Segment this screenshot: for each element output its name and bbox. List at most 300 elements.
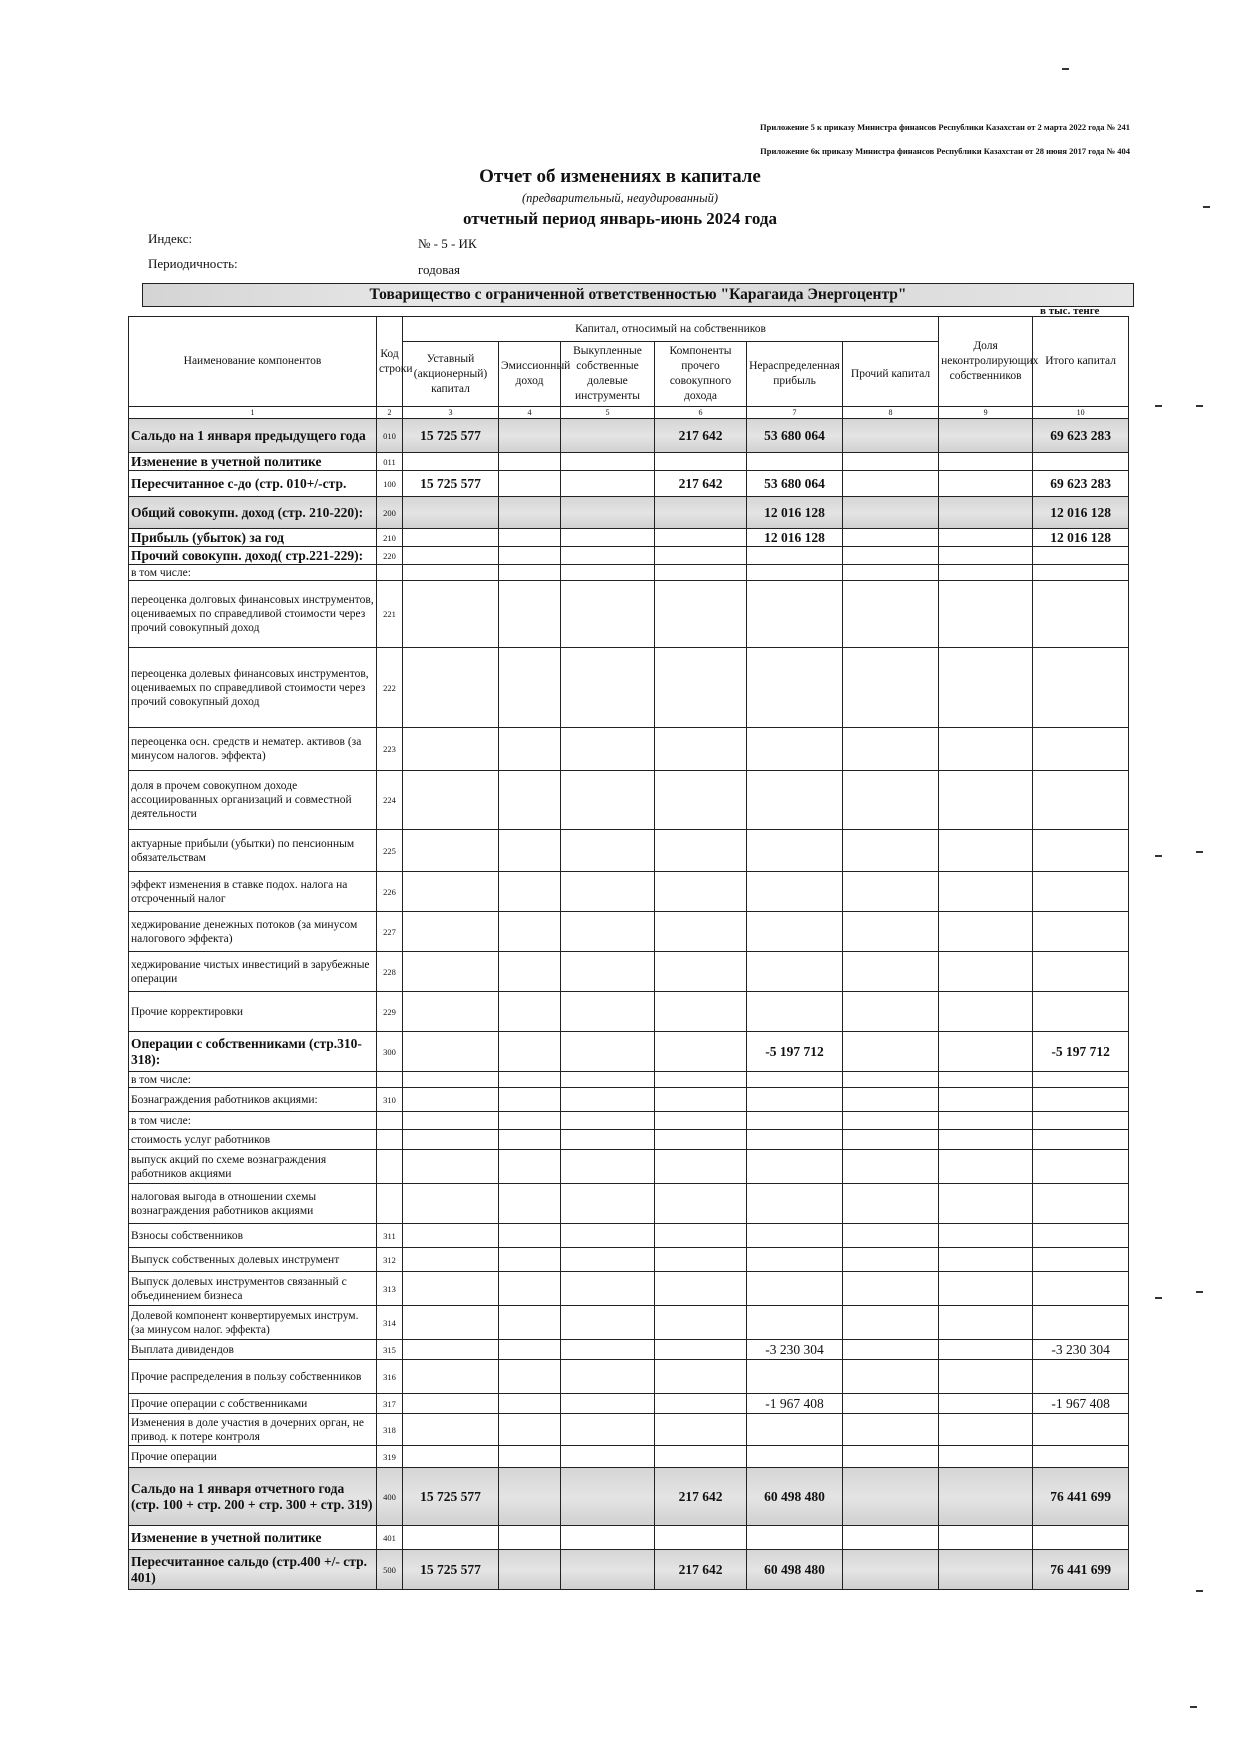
- cell-share-premium: [499, 912, 561, 952]
- cell-non-controlling: [939, 1340, 1033, 1360]
- cell-share-capital: 15 725 577: [403, 419, 499, 453]
- table-row: [129, 912, 1129, 952]
- table-row: [129, 1224, 1129, 1248]
- row-name: в том числе:: [129, 565, 377, 581]
- cell-non-controlling: [939, 1150, 1033, 1184]
- row-name: Сальдо на 1 января предыдущего года: [129, 419, 377, 453]
- cell-share-premium: [499, 1340, 561, 1360]
- row-name: налоговая выгода в отношении схемы вознаграждения работников акциями: [129, 1184, 377, 1224]
- cell-share-capital: [403, 872, 499, 912]
- cell-share-premium: [499, 1394, 561, 1414]
- cell-retained-earnings: 12 016 128: [747, 529, 843, 547]
- row-name: Взносы собственников: [129, 1224, 377, 1248]
- cell-treasury-shares: [561, 912, 655, 952]
- cell-non-controlling: [939, 830, 1033, 872]
- table-row: [129, 547, 1129, 565]
- cell-treasury-shares: [561, 1306, 655, 1340]
- cell-total-capital: [1033, 912, 1129, 952]
- cell-other-capital: [843, 1130, 939, 1150]
- cell-share-capital: [403, 1272, 499, 1306]
- cell-non-controlling: [939, 497, 1033, 529]
- cell-total-capital: [1033, 1446, 1129, 1468]
- row-code: 316: [377, 1360, 403, 1394]
- periodicity-label: Периодичность:: [148, 256, 238, 271]
- cell-total-capital: -3 230 304: [1033, 1340, 1129, 1360]
- cell-share-capital: [403, 728, 499, 771]
- row-name: Выпуск собственных долевых инструмент: [129, 1248, 377, 1272]
- scan-speck: [1196, 1291, 1203, 1293]
- cell-retained-earnings: [747, 992, 843, 1032]
- cell-non-controlling: [939, 1306, 1033, 1340]
- cell-share-capital: [403, 1088, 499, 1112]
- cell-share-premium: [499, 1414, 561, 1446]
- row-name: Прочие операции с собственниками: [129, 1394, 377, 1414]
- cell-share-premium: [499, 1072, 561, 1088]
- cell-other-capital: [843, 1032, 939, 1072]
- table-row: [129, 1112, 1129, 1130]
- cell-total-capital: [1033, 992, 1129, 1032]
- cell-non-controlling: [939, 1526, 1033, 1550]
- cell-other-capital: [843, 453, 939, 471]
- cell-retained-earnings: [747, 453, 843, 471]
- cell-share-premium: [499, 952, 561, 992]
- cell-non-controlling: [939, 529, 1033, 547]
- cell-total-capital: [1033, 952, 1129, 992]
- cell-treasury-shares: [561, 529, 655, 547]
- table-row: [129, 1306, 1129, 1340]
- cell-retained-earnings: [747, 1306, 843, 1340]
- row-name: Изменение в учетной политике: [129, 1526, 377, 1550]
- cell-share-premium: [499, 771, 561, 830]
- row-code: [377, 1072, 403, 1088]
- cell-treasury-shares: [561, 1150, 655, 1184]
- cell-non-controlling: [939, 471, 1033, 497]
- cell-share-capital: [403, 565, 499, 581]
- cell-share-premium: [499, 648, 561, 728]
- table-row: [129, 471, 1129, 497]
- cell-non-controlling: [939, 1272, 1033, 1306]
- cell-retained-earnings: [747, 771, 843, 830]
- cell-other-capital: [843, 1394, 939, 1414]
- cell-total-capital: [1033, 1072, 1129, 1088]
- annex-line-1: Приложение 5 к приказу Министра финансов Республики Казахстан от 2 марта 2022 года № 241: [760, 122, 1130, 132]
- table-row: [129, 1360, 1129, 1394]
- cell-other-capital: [843, 912, 939, 952]
- cell-non-controlling: [939, 1248, 1033, 1272]
- units-label: в тыс. тенге: [1040, 305, 1100, 317]
- cell-treasury-shares: [561, 830, 655, 872]
- cell-total-capital: [1033, 1248, 1129, 1272]
- cell-oci-components: [655, 728, 747, 771]
- cell-oci-components: [655, 1306, 747, 1340]
- cell-oci-components: [655, 547, 747, 565]
- cell-treasury-shares: [561, 581, 655, 648]
- cell-treasury-shares: [561, 1032, 655, 1072]
- table-row: [129, 1184, 1129, 1224]
- table-row: [129, 952, 1129, 992]
- cell-other-capital: [843, 565, 939, 581]
- cell-oci-components: [655, 565, 747, 581]
- cell-treasury-shares: [561, 1224, 655, 1248]
- table-row: [129, 1248, 1129, 1272]
- cell-oci-components: [655, 1394, 747, 1414]
- cell-total-capital: [1033, 830, 1129, 872]
- table-row: [129, 648, 1129, 728]
- scan-speck: [1196, 851, 1203, 853]
- header-total-capital: Итого капитал: [1033, 317, 1129, 407]
- column-number: 7: [747, 407, 843, 419]
- cell-share-capital: [403, 1394, 499, 1414]
- cell-non-controlling: [939, 419, 1033, 453]
- cell-oci-components: [655, 872, 747, 912]
- cell-share-capital: 15 725 577: [403, 1468, 499, 1526]
- cell-oci-components: 217 642: [655, 419, 747, 453]
- cell-other-capital: [843, 1272, 939, 1306]
- cell-retained-earnings: [747, 565, 843, 581]
- cell-oci-components: [655, 1150, 747, 1184]
- cell-retained-earnings: [747, 1088, 843, 1112]
- cell-retained-earnings: 12 016 128: [747, 497, 843, 529]
- cell-treasury-shares: [561, 1248, 655, 1272]
- table-row: [129, 830, 1129, 872]
- cell-treasury-shares: [561, 453, 655, 471]
- cell-non-controlling: [939, 1130, 1033, 1150]
- table-row: [129, 1526, 1129, 1550]
- cell-retained-earnings: [747, 872, 843, 912]
- cell-total-capital: 76 441 699: [1033, 1468, 1129, 1526]
- row-name: Выпуск долевых инструментов связанный с объединением бизнеса: [129, 1272, 377, 1306]
- table-row: [129, 1032, 1129, 1072]
- equity-changes-table: [128, 316, 1129, 1590]
- cell-other-capital: [843, 1306, 939, 1340]
- cell-oci-components: [655, 1112, 747, 1130]
- table-row: [129, 1340, 1129, 1360]
- cell-total-capital: [1033, 1526, 1129, 1550]
- row-code: 314: [377, 1306, 403, 1340]
- scan-speck: [1155, 405, 1162, 407]
- row-code: 224: [377, 771, 403, 830]
- cell-oci-components: [655, 581, 747, 648]
- row-name: Пересчитанное с-до (стр. 010+/-стр.: [129, 471, 377, 497]
- row-code: 312: [377, 1248, 403, 1272]
- cell-retained-earnings: -5 197 712: [747, 1032, 843, 1072]
- cell-retained-earnings: [747, 1112, 843, 1130]
- cell-share-capital: [403, 1130, 499, 1150]
- cell-share-capital: [403, 1224, 499, 1248]
- cell-non-controlling: [939, 728, 1033, 771]
- cell-oci-components: [655, 1224, 747, 1248]
- cell-other-capital: [843, 1112, 939, 1130]
- periodicity-value: годовая: [418, 262, 460, 277]
- row-name: Прочие операции: [129, 1446, 377, 1468]
- cell-retained-earnings: 60 498 480: [747, 1550, 843, 1590]
- cell-other-capital: [843, 952, 939, 992]
- cell-treasury-shares: [561, 1340, 655, 1360]
- cell-total-capital: [1033, 1184, 1129, 1224]
- cell-treasury-shares: [561, 1184, 655, 1224]
- scan-speck: [1155, 1297, 1162, 1299]
- cell-other-capital: [843, 547, 939, 565]
- cell-other-capital: [843, 992, 939, 1032]
- cell-share-premium: [499, 471, 561, 497]
- cell-share-capital: [403, 771, 499, 830]
- scan-speck: [1196, 1590, 1203, 1592]
- cell-oci-components: [655, 912, 747, 952]
- cell-other-capital: [843, 728, 939, 771]
- cell-share-premium: [499, 1032, 561, 1072]
- table-row: [129, 419, 1129, 453]
- cell-other-capital: [843, 1360, 939, 1394]
- header-non-controlling: Доля неконтролирующих собственников: [939, 317, 1033, 407]
- cell-retained-earnings: -3 230 304: [747, 1340, 843, 1360]
- row-code: 225: [377, 830, 403, 872]
- cell-oci-components: [655, 529, 747, 547]
- cell-share-premium: [499, 992, 561, 1032]
- cell-treasury-shares: [561, 1446, 655, 1468]
- cell-retained-earnings: [747, 1248, 843, 1272]
- table-row: [129, 581, 1129, 648]
- row-code: 200: [377, 497, 403, 529]
- cell-retained-earnings: [747, 1272, 843, 1306]
- cell-retained-earnings: [747, 1150, 843, 1184]
- cell-retained-earnings: [747, 581, 843, 648]
- cell-other-capital: [843, 1468, 939, 1526]
- table-row: [129, 1088, 1129, 1112]
- cell-share-capital: [403, 497, 499, 529]
- cell-treasury-shares: [561, 1550, 655, 1590]
- cell-share-premium: [499, 1360, 561, 1394]
- cell-non-controlling: [939, 453, 1033, 471]
- cell-total-capital: -5 197 712: [1033, 1032, 1129, 1072]
- cell-total-capital: [1033, 453, 1129, 471]
- cell-oci-components: [655, 1526, 747, 1550]
- cell-non-controlling: [939, 1446, 1033, 1468]
- cell-other-capital: [843, 872, 939, 912]
- row-name: стоимость услуг работников: [129, 1130, 377, 1150]
- cell-treasury-shares: [561, 1072, 655, 1088]
- cell-treasury-shares: [561, 497, 655, 529]
- cell-non-controlling: [939, 872, 1033, 912]
- cell-oci-components: [655, 1414, 747, 1446]
- cell-total-capital: 76 441 699: [1033, 1550, 1129, 1590]
- cell-share-premium: [499, 581, 561, 648]
- cell-share-capital: [403, 992, 499, 1032]
- scan-speck: [1196, 405, 1203, 407]
- table-row: [129, 1130, 1129, 1150]
- cell-oci-components: 217 642: [655, 471, 747, 497]
- cell-treasury-shares: [561, 565, 655, 581]
- cell-non-controlling: [939, 648, 1033, 728]
- cell-share-premium: [499, 1272, 561, 1306]
- cell-total-capital: [1033, 728, 1129, 771]
- table-row: [129, 1446, 1129, 1468]
- cell-other-capital: [843, 1150, 939, 1184]
- row-name: Прочие распределения в пользу собственников: [129, 1360, 377, 1394]
- cell-oci-components: [655, 1130, 747, 1150]
- row-code: 401: [377, 1526, 403, 1550]
- row-code: 313: [377, 1272, 403, 1306]
- cell-treasury-shares: [561, 1088, 655, 1112]
- row-code: 229: [377, 992, 403, 1032]
- cell-oci-components: [655, 1088, 747, 1112]
- cell-total-capital: 12 016 128: [1033, 497, 1129, 529]
- column-number: 8: [843, 407, 939, 419]
- cell-share-capital: [403, 1446, 499, 1468]
- cell-retained-earnings: [747, 1446, 843, 1468]
- column-number: 10: [1033, 407, 1129, 419]
- cell-share-capital: 15 725 577: [403, 471, 499, 497]
- table-row: [129, 1394, 1129, 1414]
- table-row: [129, 992, 1129, 1032]
- cell-retained-earnings: [747, 1414, 843, 1446]
- cell-share-premium: [499, 1184, 561, 1224]
- cell-non-controlling: [939, 1184, 1033, 1224]
- row-name: в том числе:: [129, 1072, 377, 1088]
- row-code: 220: [377, 547, 403, 565]
- table-row: [129, 1150, 1129, 1184]
- cell-total-capital: [1033, 547, 1129, 565]
- cell-total-capital: [1033, 1360, 1129, 1394]
- cell-retained-earnings: [747, 728, 843, 771]
- cell-other-capital: [843, 1184, 939, 1224]
- report-title: Отчет об изменениях в капитале: [479, 166, 761, 187]
- row-name: Операции с собственниками (стр.310-318):: [129, 1032, 377, 1072]
- table-row: [129, 771, 1129, 830]
- cell-non-controlling: [939, 1224, 1033, 1248]
- row-name: Пересчитанное сальдо (стр.400 +/- стр. 401): [129, 1550, 377, 1590]
- row-name: Долевой компонент конвертируемых инструм. (за минусом налог. эффекта): [129, 1306, 377, 1340]
- row-code: 317: [377, 1394, 403, 1414]
- cell-retained-earnings: [747, 1224, 843, 1248]
- table-row: [129, 1272, 1129, 1306]
- row-code: 210: [377, 529, 403, 547]
- cell-other-capital: [843, 648, 939, 728]
- column-number: 5: [561, 407, 655, 419]
- cell-retained-earnings: [747, 1130, 843, 1150]
- header-other-capital: Прочий капитал: [843, 342, 939, 407]
- cell-share-capital: [403, 581, 499, 648]
- cell-retained-earnings: 60 498 480: [747, 1468, 843, 1526]
- row-code: 226: [377, 872, 403, 912]
- cell-oci-components: [655, 1446, 747, 1468]
- table-row: [129, 1468, 1129, 1526]
- cell-share-premium: [499, 565, 561, 581]
- cell-share-capital: [403, 912, 499, 952]
- row-code: [377, 1112, 403, 1130]
- cell-oci-components: [655, 992, 747, 1032]
- cell-non-controlling: [939, 1088, 1033, 1112]
- cell-share-premium: [499, 1550, 561, 1590]
- row-code: 315: [377, 1340, 403, 1360]
- scan-speck: [1062, 68, 1069, 70]
- cell-share-capital: [403, 1360, 499, 1394]
- cell-other-capital: [843, 1224, 939, 1248]
- cell-other-capital: [843, 497, 939, 529]
- cell-share-premium: [499, 1150, 561, 1184]
- cell-treasury-shares: [561, 547, 655, 565]
- cell-total-capital: [1033, 648, 1129, 728]
- cell-retained-earnings: [747, 952, 843, 992]
- cell-share-capital: [403, 1340, 499, 1360]
- row-name: эффект изменения в ставке подох. налога на отсроченный налог: [129, 872, 377, 912]
- cell-share-capital: [403, 1306, 499, 1340]
- cell-oci-components: [655, 1272, 747, 1306]
- cell-oci-components: [655, 648, 747, 728]
- column-number: 4: [499, 407, 561, 419]
- row-code: [377, 1184, 403, 1224]
- row-name: хеджирование денежных потоков (за минусом налогового эффекта): [129, 912, 377, 952]
- cell-share-capital: [403, 1072, 499, 1088]
- table-row: [129, 1072, 1129, 1088]
- cell-oci-components: 217 642: [655, 1468, 747, 1526]
- scan-speck: [1190, 1706, 1197, 1708]
- column-number: 2: [377, 407, 403, 419]
- cell-retained-earnings: [747, 830, 843, 872]
- row-code: 011: [377, 453, 403, 471]
- row-name: актуарные прибыли (убытки) по пенсионным обязательствам: [129, 830, 377, 872]
- cell-other-capital: [843, 1248, 939, 1272]
- scan-speck: [1203, 206, 1210, 208]
- cell-retained-earnings: [747, 912, 843, 952]
- cell-share-premium: [499, 1526, 561, 1550]
- cell-treasury-shares: [561, 952, 655, 992]
- cell-other-capital: [843, 419, 939, 453]
- cell-retained-earnings: [747, 648, 843, 728]
- header-oci-components: Компоненты прочего совокупного дохода: [655, 342, 747, 407]
- cell-share-capital: [403, 952, 499, 992]
- cell-non-controlling: [939, 1394, 1033, 1414]
- cell-share-capital: [403, 453, 499, 471]
- cell-share-capital: [403, 1112, 499, 1130]
- cell-share-capital: [403, 529, 499, 547]
- cell-total-capital: 69 623 283: [1033, 471, 1129, 497]
- cell-non-controlling: [939, 1360, 1033, 1394]
- cell-treasury-shares: [561, 992, 655, 1032]
- cell-retained-earnings: [747, 1184, 843, 1224]
- cell-non-controlling: [939, 912, 1033, 952]
- row-name: в том числе:: [129, 1112, 377, 1130]
- column-number: 6: [655, 407, 747, 419]
- cell-non-controlling: [939, 992, 1033, 1032]
- cell-share-premium: [499, 1446, 561, 1468]
- cell-oci-components: [655, 952, 747, 992]
- cell-total-capital: -1 967 408: [1033, 1394, 1129, 1414]
- cell-other-capital: [843, 1088, 939, 1112]
- row-code: 319: [377, 1446, 403, 1468]
- column-number: 9: [939, 407, 1033, 419]
- cell-treasury-shares: [561, 1130, 655, 1150]
- cell-oci-components: 217 642: [655, 1550, 747, 1590]
- cell-share-premium: [499, 1468, 561, 1526]
- cell-treasury-shares: [561, 771, 655, 830]
- cell-total-capital: [1033, 1088, 1129, 1112]
- cell-oci-components: [655, 1248, 747, 1272]
- table-row: [129, 497, 1129, 529]
- cell-oci-components: [655, 830, 747, 872]
- cell-treasury-shares: [561, 1468, 655, 1526]
- header-share-premium: Эмиссионный доход: [499, 342, 561, 407]
- cell-share-capital: [403, 1414, 499, 1446]
- cell-total-capital: 69 623 283: [1033, 419, 1129, 453]
- row-name: хеджирование чистых инвестиций в зарубежные операции: [129, 952, 377, 992]
- cell-other-capital: [843, 1414, 939, 1446]
- cell-total-capital: [1033, 1224, 1129, 1248]
- company-name: Товарищество с ограниченной ответственностью "Карагаида Энергоцентр": [369, 286, 907, 303]
- cell-share-premium: [499, 1224, 561, 1248]
- header-treasury-shares: Выкупленные собственные долевые инструменты: [561, 342, 655, 407]
- cell-other-capital: [843, 1550, 939, 1590]
- row-code: 318: [377, 1414, 403, 1446]
